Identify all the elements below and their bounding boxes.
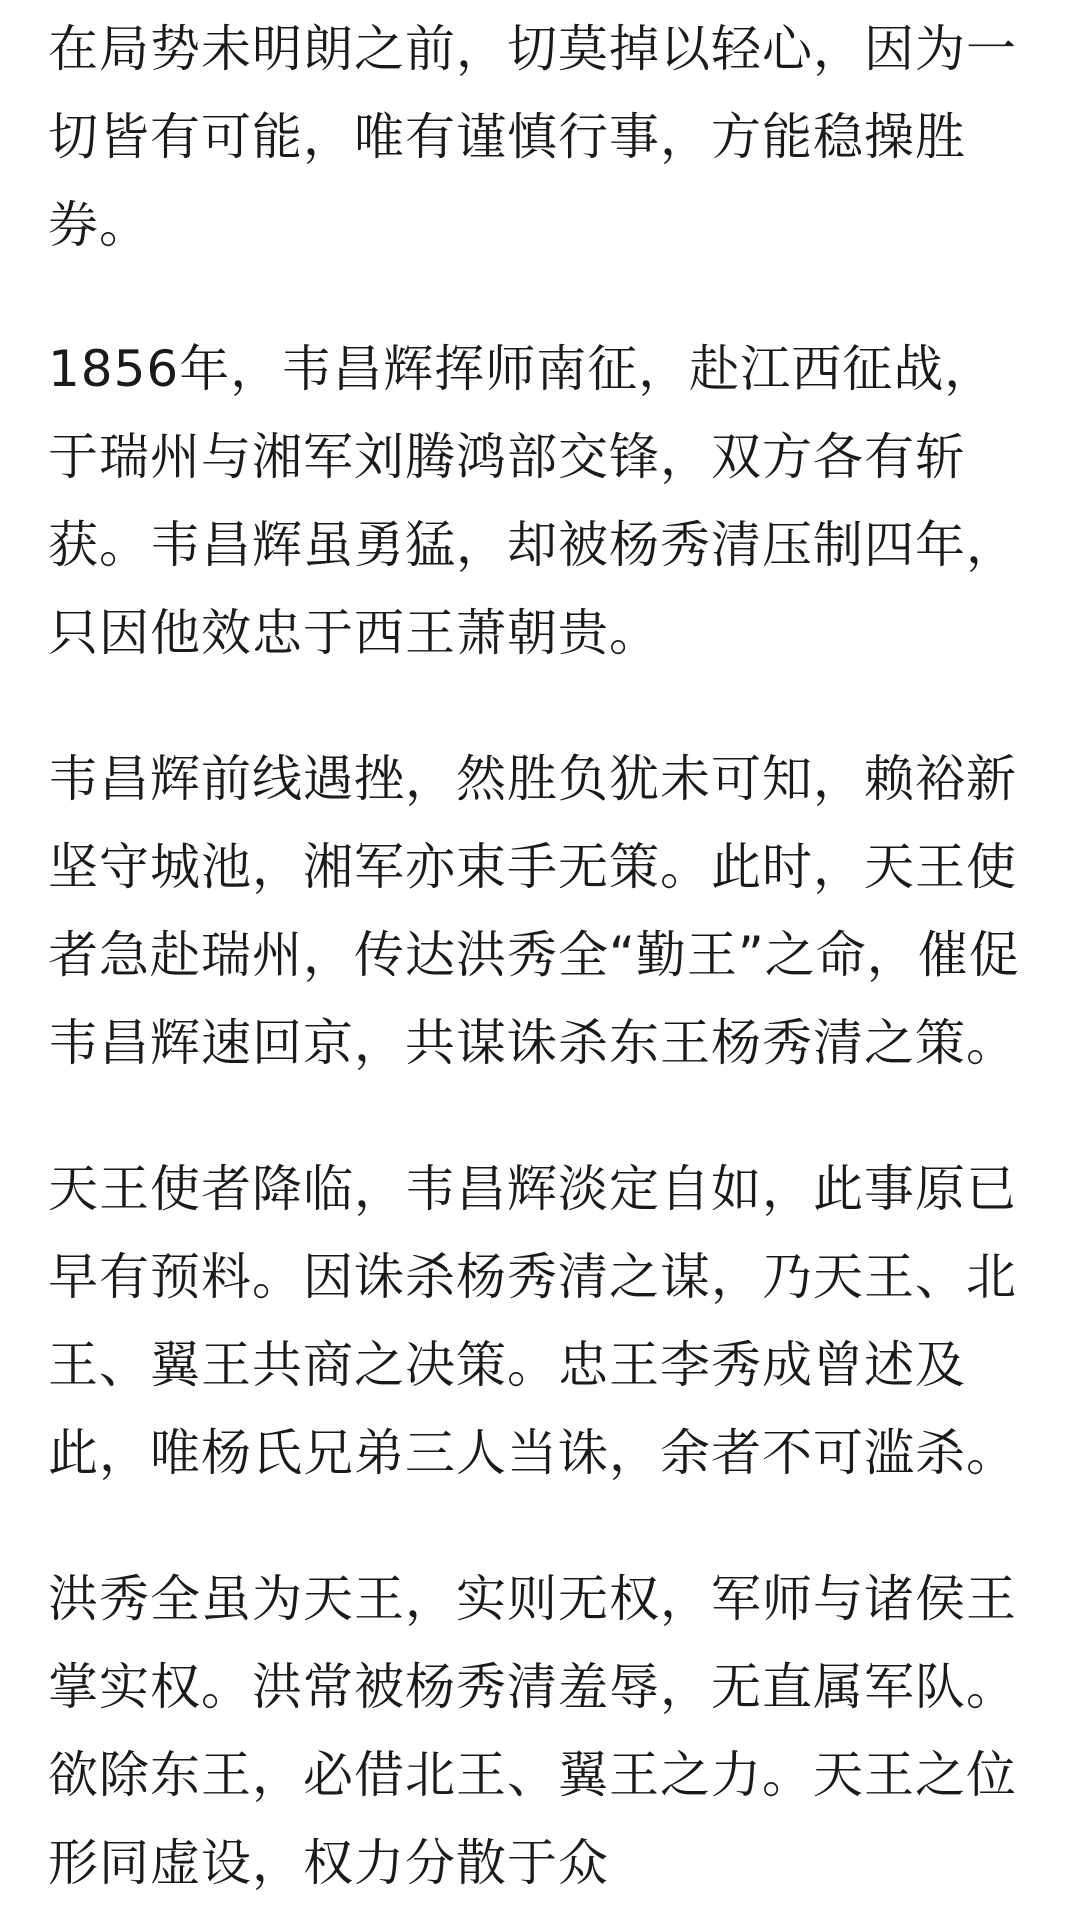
text-line: 获。韦昌辉虽勇猛，却被杨秀清压制四年，: [48, 516, 1017, 574]
paragraph-1: [48, 5, 1017, 269]
paragraph-3: [48, 735, 1020, 1087]
paragraph-5: [48, 1555, 1017, 1907]
text-line: 洪秀全虽为天王，实则无权，军师与诸侯王: [48, 1570, 1017, 1628]
text-line: 天王使者降临，韦昌辉淡定自如，此事原已: [48, 1160, 1017, 1218]
text-line: 韦昌辉前线遇挫，然胜负犹未可知，赖裕新: [48, 750, 1017, 808]
text-line: 切皆有可能，唯有谨慎行事，方能稳操胜: [48, 108, 966, 166]
text-line: 早有预料。因诛杀杨秀清之谋，乃天王、北: [48, 1248, 1017, 1306]
text-line: 掌实权。洪常被杨秀清羞辱，无直属军队。: [48, 1658, 1017, 1716]
text-line: 只因他效忠于西王萧朝贵。: [48, 604, 660, 662]
text-line: 韦昌辉速回京，共谋诛杀东王杨秀清之策。: [48, 1014, 1017, 1072]
paragraph-4: [48, 1145, 1017, 1497]
text-line: 在局势未明朗之前，切莫掉以轻心，因为一: [48, 20, 1017, 78]
text-line: 坚守城池，湘军亦束手无策。此时，天王使: [48, 838, 1017, 896]
text-line: 1856年，韦昌辉挥师南征，赴江西征战，: [48, 340, 996, 398]
text-line: 欲除东王，必借北王、翼王之力。天王之位: [48, 1746, 1017, 1804]
text-line: 于瑞州与湘军刘腾鸿部交锋，双方各有斩: [48, 428, 966, 486]
text-line: 此，唯杨氏兄弟三人当诛，余者不可滥杀。: [48, 1424, 1017, 1482]
paragraph-2: [48, 325, 1017, 677]
text-line: 形同虚设，权力分散于众: [48, 1834, 609, 1892]
text-line: 王、翼王共商之决策。忠王李秀成曾述及: [48, 1336, 966, 1394]
text-line: 者急赴瑞州，传达洪秀全“勤王”之命，催促: [48, 926, 1020, 984]
text-line: 券。: [48, 196, 150, 254]
